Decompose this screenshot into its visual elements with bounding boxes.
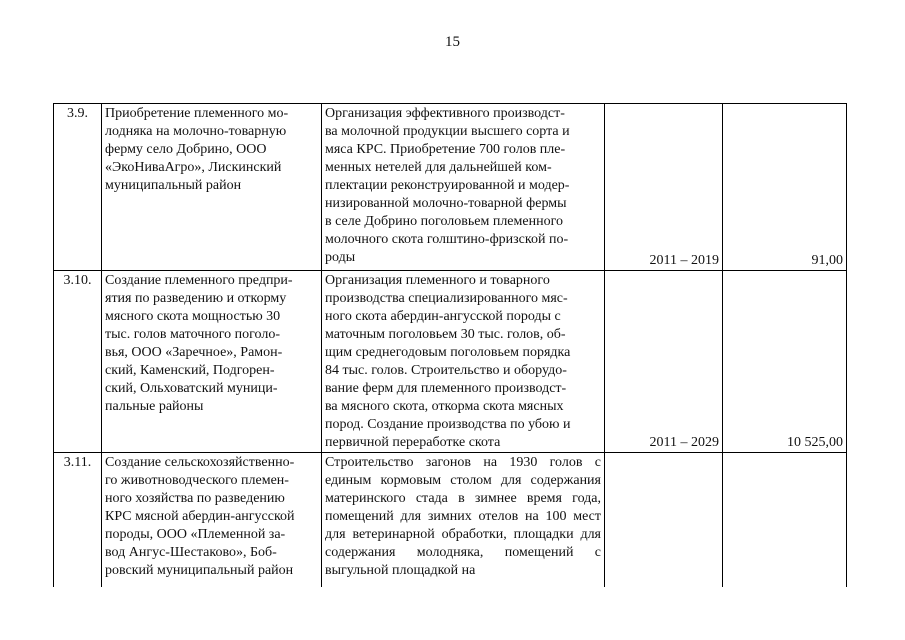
project-description: Организация эффективного производст- ва молочной продукции высшего сорта и мяса КРС. Приобретение 700 голов пле- менных нетелей для дальнейшей ком- плектации реконструированной и модер- низированной молочно-товарной фермы в селе Добрино поголовьем племенного молочного скота голштино-фризской по- роды — [322, 104, 605, 271]
funding-amount: 10 525,00 — [723, 271, 847, 453]
implementation-period: 2011 – 2019 — [605, 104, 723, 271]
table-row — [54, 271, 847, 453]
row-number: 3.10. — [54, 271, 102, 453]
row-number: 3.11. — [54, 453, 102, 587]
implementation-period — [605, 453, 723, 587]
table-row — [54, 453, 847, 587]
project-description: Организация племенного и товарного производства специализированного мяс- ного скота абердин-ангусской породы с маточным поголовьем 30 тыс. голов, об- щим среднегодовым поголовьем порядка 84 тыс. голов. Строительство и оборудо- вание ферм для племенного производст- ва мясного скота, откорма скота мясных пород. Создание производства по убою и первичной переработке скота — [322, 271, 605, 453]
funding-amount: 91,00 — [723, 104, 847, 271]
project-name: Приобретение племенного мо- лодняка на молочно-товарную ферму село Добрино, ООО «ЭкоНиваАгро», Лискинский муниципальный район — [102, 104, 322, 271]
page-number: 15 — [445, 34, 460, 50]
row-number: 3.9. — [54, 104, 102, 271]
projects-table — [53, 103, 847, 587]
table-row — [54, 104, 847, 271]
funding-amount — [723, 453, 847, 587]
implementation-period: 2011 – 2029 — [605, 271, 723, 453]
project-name: Создание сельскохозяйственно- го животноводческого племен- ного хозяйства по разведению КРС мясной абердин-ангусской породы, ООО «Племенной за- вод Ангус-Шестаково», Боб- ровский муниципальный район — [102, 453, 322, 587]
project-description: Строительство загонов на 1930 голов с единым кормовым столом для содержания материнского стада в зимнее время года, помещений для зимних отелов на 100 мест для ветеринарной обработки, площадки для содержания молодняка, помещений с выгульной площадкой на — [322, 453, 605, 587]
project-name: Создание племенного предпри- ятия по разведению и откорму мясного скота мощностью 30 тыс. голов маточного поголо- вья, ООО «Заречное», Рамон- ский, Каменский, Подгорен- ский, Ольховатский муници- пальные районы — [102, 271, 322, 453]
